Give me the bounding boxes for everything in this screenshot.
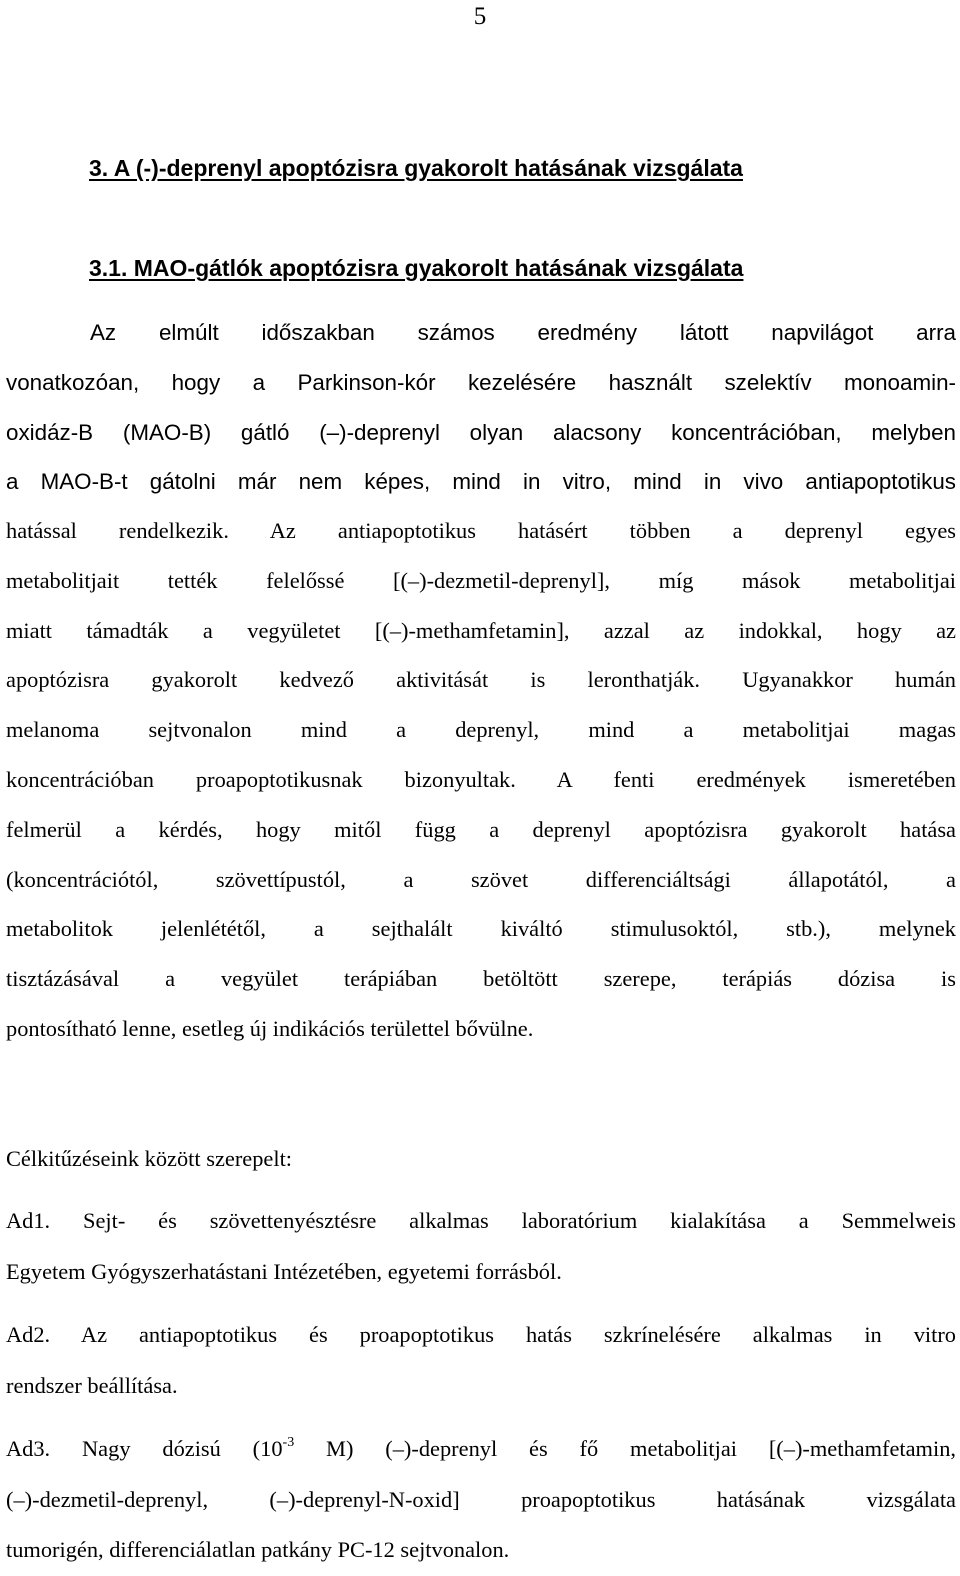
goal-line: Ad1. Sejt- és szövettenyésztésre alkalmas laboratórium kialakítása a Semmelweis (6, 1208, 956, 1233)
goal-ad3 (6, 1424, 956, 1576)
paragraph-line: metabolitjait tették felelőssé [(–)-dezmetil-deprenyl], míg mások metabolitjai (6, 567, 956, 593)
paragraph-line: miatt támadták a vegyületet [(–)-methamfetamin], azzal az indokkal, hogy az (6, 617, 956, 643)
paragraph-line: pontosítható lenne, esetleg új indikációs területtel bővülne. (6, 1015, 534, 1041)
paragraph-line: koncentrációban proapoptotikusnak bizonyultak. A fenti eredmények ismeretében (6, 766, 956, 792)
exponent: -3 (282, 1435, 295, 1450)
paragraph-line: apoptózisra gyakorolt kedvező aktivitását is leronthatják. Ugyanakkor humán (6, 667, 956, 693)
section-heading: 3. A (-)-deprenyl apoptózisra gyakorolt hatásának vizsgálata (89, 155, 743, 181)
goal-ad1 (6, 1196, 956, 1297)
paragraph-line: (koncentrációtól, szövettípustól, a szövet differenciáltsági állapotától, a (6, 866, 956, 892)
goal-line: Ad2. Az antiapoptotikus és proapoptotikus hatás szkrínelésére alkalmas in vitro (6, 1322, 956, 1347)
body-paragraph (6, 506, 956, 1054)
paragraph-line: oxidáz-B (MAO-B) gátló (–)-deprenyl olyan alacsony koncentrációban, melyben (6, 419, 956, 445)
paragraph-line: metabolitok jelenlététől, a sejthalált kiváltó stimulusoktól, stb.), melynek (6, 916, 956, 942)
paragraph-line: vonatkozóan, hogy a Parkinson-kór kezelésére használt szelektív monoamin- (6, 369, 956, 395)
goal-line: tumorigén, differenciálatlan patkány PC-12 sejtvonalon. (6, 1537, 510, 1562)
subsection-heading: 3.1. MAO-gátlók apoptózisra gyakorolt hatásának vizsgálata (89, 255, 744, 281)
page-number: 5 (473, 3, 487, 30)
goal-line-part: Ad3. Nagy dózisú (10 (6, 1436, 283, 1461)
paragraph-line: tisztázásával a vegyület terápiában betöltött szerepe, terápiás dózisa is (6, 966, 956, 992)
goals-title: Célkitűzéseink között szerepelt: (6, 1146, 293, 1171)
paragraph-line: felmerül a kérdés, hogy mitől függ a deprenyl apoptózisra gyakorolt hatása (6, 816, 956, 842)
paragraph-line: melanoma sejtvonalon mind a deprenyl, mind a metabolitjai magas (6, 717, 956, 743)
goal-line: (–)-dezmetil-deprenyl, (–)-deprenyl-N-oxid] proapoptotikus hatásának vizsgálata (6, 1486, 956, 1512)
goal-line: Egyetem Gyógyszerhatástani Intézetében, egyetemi forrásból. (6, 1258, 562, 1284)
paragraph-line: a MAO-B-t gátolni már nem képes, mind in vitro, mind in vivo antiapoptotikus (6, 469, 956, 495)
goal-line-part: M) (–)-deprenyl és fő metabolitjai [(–)-methamfetamin, (294, 1436, 956, 1461)
intro-paragraph (6, 308, 956, 507)
paragraph-line: hatással rendelkezik. Az antiapoptotikus hatásért többen a deprenyl egyes (6, 518, 956, 543)
goal-line (6, 1424, 956, 1475)
goal-line: rendszer beállítása. (6, 1372, 178, 1398)
goal-ad2 (6, 1310, 956, 1411)
paragraph-line: Az elmúlt időszakban számos eredmény látott napvilágot arra (90, 320, 956, 345)
